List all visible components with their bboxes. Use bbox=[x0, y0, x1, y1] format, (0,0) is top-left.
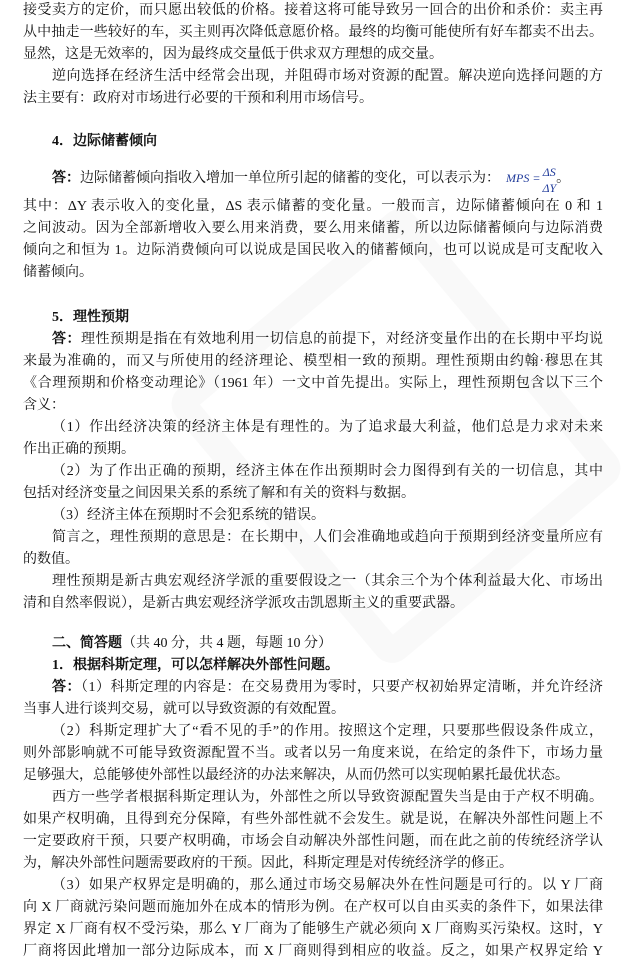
text-line bbox=[23, 88, 603, 110]
answer-line bbox=[23, 161, 603, 196]
line-text: 作出正确的预期。 bbox=[23, 442, 135, 457]
text-line bbox=[23, 395, 603, 417]
line-text: 从中抽走一些较好的车，买主则再次降低意愿价格。最终的均衡可能使所有好车都卖不出去。 bbox=[23, 25, 603, 40]
text-line bbox=[23, 218, 603, 240]
text-line bbox=[23, 66, 603, 88]
paragraph bbox=[23, 527, 603, 571]
line-text: 储蓄倾向。 bbox=[23, 265, 93, 280]
text-line bbox=[23, 44, 603, 66]
answer-end: 。 bbox=[556, 171, 571, 186]
paragraph bbox=[23, 461, 603, 505]
text-line bbox=[23, 853, 603, 875]
formula-lhs: MPS = bbox=[506, 171, 541, 186]
text-line bbox=[23, 677, 603, 699]
line-text: 如果产权明确，且得到充分保障，有些外部性就不会发生。就是说，在解决外部性问题上不 bbox=[23, 812, 603, 827]
paragraph bbox=[23, 505, 603, 527]
line-text: （3）经济主体在预期时不会犯系统的错误。 bbox=[52, 508, 325, 523]
text-line bbox=[23, 919, 603, 941]
line-text: 向 X 厂商就污染问题而施加外在成本的情形为例。在产权可以自由买卖的条件下，如果法律 bbox=[23, 900, 603, 915]
line-text: 理性预期是指在有效地利用一切信息的前提下，对经济变量作出的在长期中平均说 bbox=[81, 332, 603, 347]
formula-numerator: ΔS bbox=[542, 164, 556, 179]
line-text: 西方一些学者根据科斯定理认为，外部性之所以导致资源配置失当是由于产权不明确。 bbox=[52, 790, 603, 805]
answer-paragraph bbox=[23, 677, 603, 721]
text-line bbox=[23, 809, 603, 831]
paragraph bbox=[23, 66, 603, 110]
answer-label: 答： bbox=[52, 171, 80, 186]
text-line bbox=[23, 875, 603, 897]
line-text: （3）如果产权界定是明确的，那么通过市场交易解决外在性问题是可行的。以 Y 厂商 bbox=[52, 878, 603, 893]
text-line bbox=[23, 483, 603, 505]
paragraph bbox=[23, 875, 603, 963]
text-line bbox=[23, 787, 603, 809]
answer-label: 答： bbox=[52, 332, 82, 347]
line-text: 当事人进行谈判交易，就可以导致资源的有效配置。 bbox=[23, 702, 345, 717]
text-line bbox=[23, 593, 603, 615]
section-title-text: 二、简答题 bbox=[52, 636, 122, 651]
line-text: 其中：ΔY 表示收入的变化量，ΔS 表示储蓄的变化量。一般而言，边际储蓄倾向在 0 和 1 bbox=[23, 199, 603, 214]
paragraph bbox=[23, 721, 603, 787]
text-line bbox=[23, 699, 603, 721]
line-text: 显然，这是无效率的，因为最终成交量低于供求双方理想的成交量。 bbox=[23, 47, 443, 62]
text-line bbox=[23, 571, 603, 593]
line-text: 含义： bbox=[23, 398, 65, 413]
document-page bbox=[23, 0, 603, 963]
line-text: 清和自然率假说），是新古典宏观经济学派攻击凯恩斯主义的重要武器。 bbox=[23, 596, 464, 611]
line-text: 理性预期是新古典宏观经济学派的重要假设之一（其余三个为个体利益最大化、市场出 bbox=[52, 574, 603, 589]
paragraph bbox=[23, 417, 603, 461]
line-text: （2）科斯定理扩大了“看不见的手”的作用。按照这个定理，只要那些假设条件成立， bbox=[52, 724, 603, 739]
paragraph bbox=[23, 196, 603, 284]
section-heading: 5．理性预期 bbox=[52, 310, 129, 325]
section-title bbox=[23, 633, 603, 655]
line-text: 接受卖方的定价，而只愿出较低的价格。接着这将可能导致另一回合的出价和杀价：卖主再 bbox=[23, 3, 603, 18]
line-text: 厂商将因此增加一部分边际成本，而 X 厂商则得到相应的收益。反之，如果产权界定给 Y bbox=[23, 944, 603, 959]
line-text: 界定 X 厂商有权不受污染，那么 Y 厂商为了能够生产就必须向 X 厂商购买污染权。这时，Y bbox=[23, 922, 603, 937]
text-line bbox=[23, 351, 603, 373]
paragraph bbox=[23, 787, 603, 875]
line-text: 则外部影响就不可能导致资源配置不当。或者以另一角度来说，在给定的条件下，市场力量 bbox=[23, 746, 603, 761]
section-heading: 4．边际储蓄倾向 bbox=[52, 134, 157, 149]
answer-paragraph bbox=[23, 329, 603, 417]
text-line bbox=[23, 461, 603, 483]
text-line bbox=[23, 262, 603, 284]
line-text: 包括对经济变量之间因果关系的系统了解和有关的资料与数据。 bbox=[23, 486, 415, 501]
line-text: 一定要政府干预，只要产权明确，市场会自动解决外部性问题，而在此之前的传统经济学认 bbox=[23, 834, 603, 849]
answer-label: 答： bbox=[52, 680, 81, 695]
answer-text: 边际储蓄倾向指收入增加一单位所引起的储蓄的变化，可以表示为： bbox=[80, 171, 500, 186]
line-text: 的数值。 bbox=[23, 552, 79, 567]
line-text: 倾向之和恒为 1。边际消费倾向可以说成是国民收入的储蓄倾向，也可以说成是可支配收入 bbox=[23, 243, 603, 258]
text-line bbox=[23, 0, 603, 22]
line-text: 逆向选择在经济生活中经常会出现，并阻碍市场对资源的配置。解决逆向选择问题的方 bbox=[52, 69, 603, 84]
text-line bbox=[23, 527, 603, 549]
line-text: 之间波动。因为全部新增收入要么用来消费，要么用来储蓄，所以边际储蓄倾向与边际消费 bbox=[23, 221, 603, 236]
section-note: （共 40 分，共 4 题，每题 10 分） bbox=[122, 636, 332, 651]
text-line bbox=[23, 439, 603, 461]
line-text: （2）为了作出正确的预期，经济主体在作出预期时会力图得到有关的一切信息，其中 bbox=[52, 464, 603, 479]
line-text: 足够强大，总能够使外部性以最经济的办法来解决，从而仍然可以实现帕累托最优状态。 bbox=[23, 768, 569, 783]
line-text: （1）科斯定理的内容是：在交易费用为零时，只要产权初始界定清晰，并允许经济 bbox=[81, 680, 603, 695]
text-line bbox=[23, 329, 603, 351]
text-line bbox=[23, 721, 603, 743]
question-heading: 1．根据科斯定理，可以怎样解决外部性问题。 bbox=[52, 658, 339, 673]
line-text: 来最为准确的，而又与所使用的经济理论、模型相一致的预期。理性预期由约翰·穆思在其 bbox=[23, 354, 603, 369]
text-line bbox=[23, 240, 603, 262]
mps-formula bbox=[506, 161, 556, 196]
line-text: 《合理预期和价格变动理论》（1961 年）一文中首先提出。实际上，理性预期包含以下三个 bbox=[23, 376, 603, 391]
text-line bbox=[23, 22, 603, 44]
text-line bbox=[23, 765, 603, 787]
paragraph bbox=[23, 571, 603, 615]
paragraph bbox=[23, 0, 603, 66]
formula-denominator: ΔY bbox=[542, 180, 557, 195]
line-text: （1）作出经济决策的经济主体是有理性的。为了追求最大利益，他们总是力求对未来 bbox=[52, 420, 603, 435]
line-text: 法主要有：政府对市场进行必要的干预和利用市场信号。 bbox=[23, 91, 373, 106]
text-line bbox=[23, 505, 603, 527]
text-line bbox=[23, 897, 603, 919]
text-line bbox=[23, 743, 603, 765]
line-text: 简言之，理性预期的意思是：在长期中，人们会准确地或趋向于预期到经济变量所应有 bbox=[52, 530, 603, 545]
text-line bbox=[23, 831, 603, 853]
text-line bbox=[23, 941, 603, 963]
text-line bbox=[23, 196, 603, 218]
text-line bbox=[23, 549, 603, 571]
text-line bbox=[23, 373, 603, 395]
text-line bbox=[23, 417, 603, 439]
line-text: 为，解决外部性问题需要政府的干预。因此，科斯定理是对传统经济学的修正。 bbox=[23, 856, 513, 871]
